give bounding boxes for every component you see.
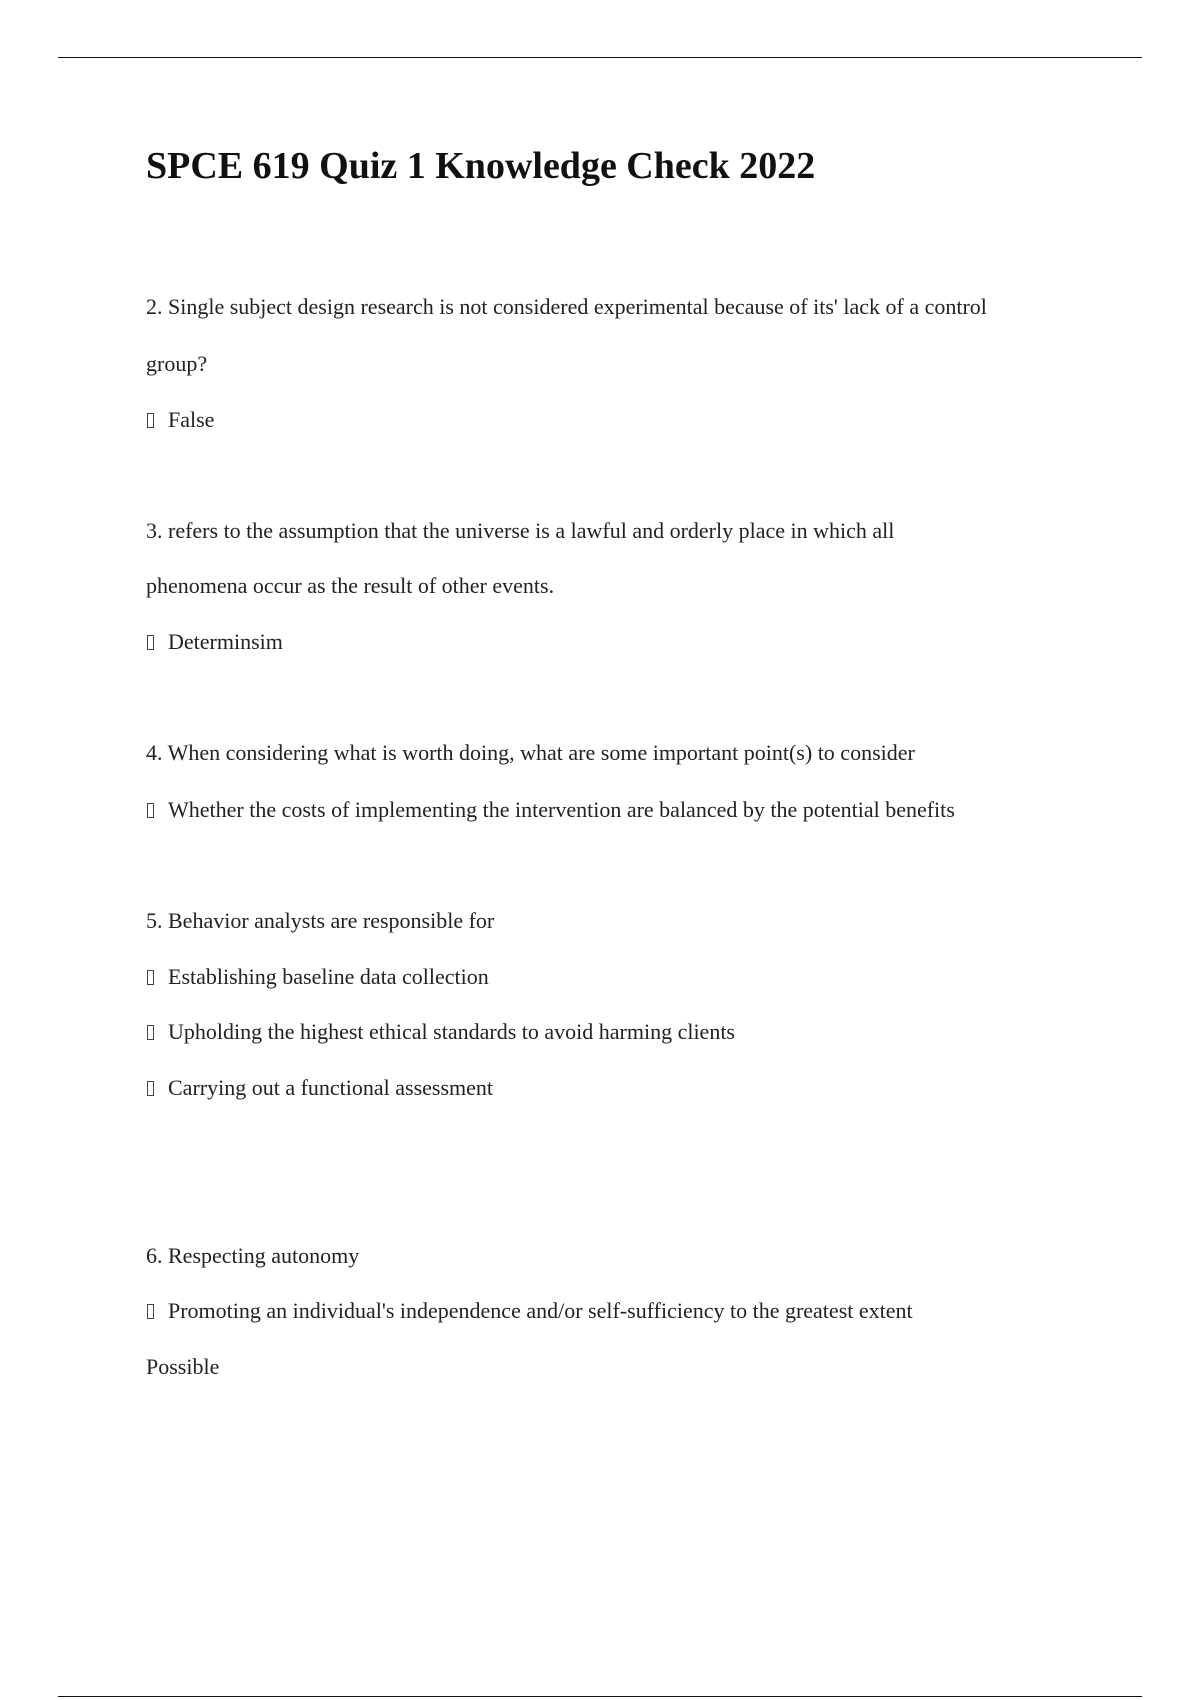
answer-text: Promoting an individual's independence and/or self-sufficiency to the greatest extent xyxy=(168,1298,913,1323)
question-5-text: 5. Behavior analysts are responsible for xyxy=(146,908,495,933)
question-6-answer-cont: Possible xyxy=(146,1354,220,1379)
placeholder-box-icon xyxy=(147,1025,154,1040)
question-5-answer-2 xyxy=(146,1018,735,1046)
question-4-answer xyxy=(146,796,955,824)
page-title: SPCE 619 Quiz 1 Knowledge Check 2022 xyxy=(146,145,816,187)
placeholder-box-icon xyxy=(147,1304,154,1319)
question-3-text-cont: phenomena occur as the result of other events. xyxy=(146,573,555,598)
answer-text: Whether the costs of implementing the intervention are balanced by the potential benefits xyxy=(168,797,955,822)
question-3-text: 3. refers to the assumption that the universe is a lawful and orderly place in which all xyxy=(146,518,895,543)
placeholder-box-icon xyxy=(147,413,154,428)
question-3-answer xyxy=(146,628,283,656)
placeholder-box-icon xyxy=(147,803,154,818)
question-6-answer xyxy=(146,1297,913,1325)
answer-text: False xyxy=(168,407,215,432)
question-5-answer-3 xyxy=(146,1074,493,1102)
question-5-answer-1 xyxy=(146,963,489,991)
question-2-text: 2. Single subject design research is not considered experimental because of its' lack of a control xyxy=(146,294,987,319)
answer-text: Determinsim xyxy=(168,629,283,654)
answer-text: Carrying out a functional assessment xyxy=(168,1075,494,1100)
answer-text: Upholding the highest ethical standards to avoid harming clients xyxy=(168,1019,735,1044)
placeholder-box-icon xyxy=(147,970,154,985)
question-4-text: 4. When considering what is worth doing, what are some important point(s) to consider xyxy=(146,740,915,765)
top-rule xyxy=(58,57,1142,58)
placeholder-box-icon xyxy=(147,1081,154,1096)
question-6-text: 6. Respecting autonomy xyxy=(146,1243,360,1268)
bottom-rule xyxy=(58,1696,1142,1697)
answer-text: Establishing baseline data collection xyxy=(168,964,489,989)
placeholder-box-icon xyxy=(147,635,154,650)
question-2-text-cont: group? xyxy=(146,351,208,376)
question-2-answer xyxy=(146,406,214,434)
